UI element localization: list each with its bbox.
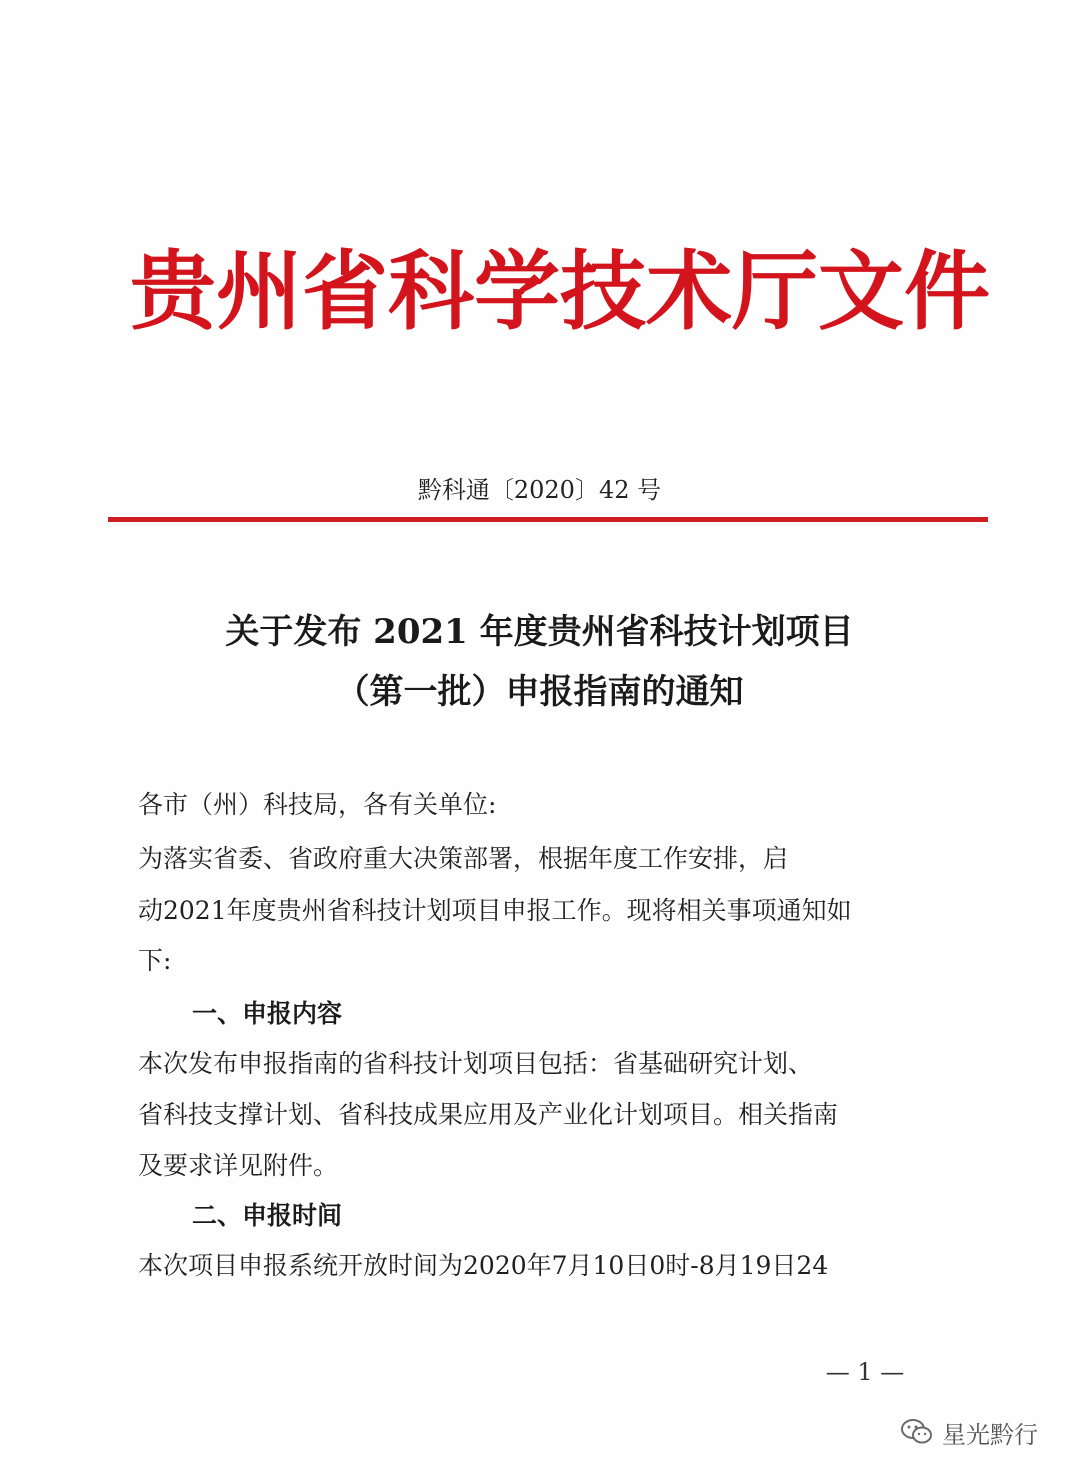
salutation: 各市（州）科技局，各有关单位: xyxy=(138,790,497,819)
section-1-line: 及要求详见附件。 xyxy=(138,1151,339,1180)
section-heading-time: 二、申报时间 xyxy=(192,1201,343,1230)
page-number: — 1 — xyxy=(825,1358,905,1386)
intro-line: 下: xyxy=(138,946,172,975)
notice-title-line-2: （第一批）申报指南的通知 xyxy=(335,672,744,712)
document-number: 黔科通〔2020〕42 号 xyxy=(417,476,662,504)
section-1-line: 省科技支撑计划、省科技成果应用及产业化计划项目。相关指南 xyxy=(138,1100,839,1129)
intro-line: 动2021年度贵州省科技计划项目申报工作。现将相关事项通知如 xyxy=(138,896,852,925)
section-heading-content: 一、申报内容 xyxy=(192,999,343,1028)
watermark-text: 星光黔行 xyxy=(942,1420,1038,1449)
wechat-icon xyxy=(900,1417,934,1447)
section-1-line: 本次发布申报指南的省科技计划项目包括：省基础研究计划、 xyxy=(138,1049,814,1078)
section-2-line: 本次项目申报系统开放时间为2020年7月10日0时-8月19日24 xyxy=(138,1251,829,1280)
document-header-title: 贵州省科学技术厅文件 xyxy=(130,242,990,342)
red-divider xyxy=(108,517,988,522)
intro-line: 为落实省委、省政府重大决策部署，根据年度工作安排，启 xyxy=(138,844,789,873)
notice-title-line-1: 关于发布 2021 年度贵州省科技计划项目 xyxy=(225,612,854,652)
watermark xyxy=(900,1410,1038,1454)
